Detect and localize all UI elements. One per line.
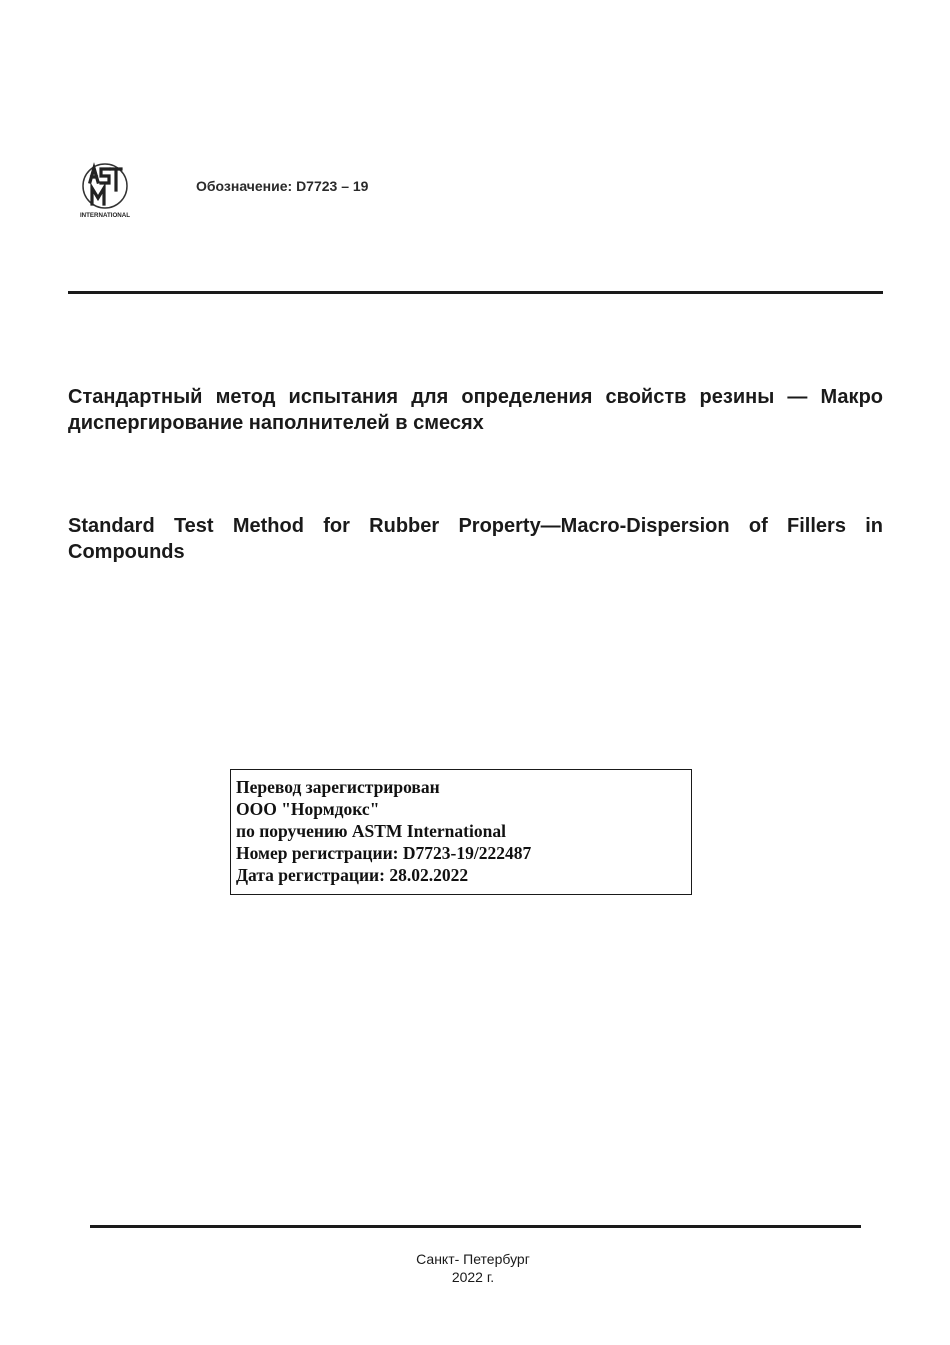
registration-line: Перевод зарегистрирован xyxy=(236,777,440,797)
header-divider xyxy=(68,291,883,294)
footer xyxy=(0,1250,946,1286)
registration-line: ООО "Нормдокс" xyxy=(236,799,380,819)
document-designation: Обозначение: D7723 – 19 xyxy=(196,178,369,194)
footer-year: 2022 г. xyxy=(451,1269,495,1285)
registration-line: Номер регистрации: D7723-19/222487 xyxy=(236,843,532,863)
astm-international-logo-icon xyxy=(78,160,132,222)
registration-line: по поручению ASTM International xyxy=(236,821,506,841)
registration-box xyxy=(230,769,692,895)
title-english: Standard Test Method for Rubber Property—Macro-Dispersion of Fillers in Compounds xyxy=(68,515,883,563)
svg-text:INTERNATIONAL: INTERNATIONAL xyxy=(79,212,131,219)
footer-city: Санкт- Петербург xyxy=(416,1251,530,1267)
footer-divider xyxy=(90,1225,861,1228)
title-russian: Стандартный метод испытания для определения свойств резины — Макро диспергирование наполнителей в смесях xyxy=(68,386,883,434)
registration-line: Дата регистрации: 28.02.2022 xyxy=(236,865,469,885)
